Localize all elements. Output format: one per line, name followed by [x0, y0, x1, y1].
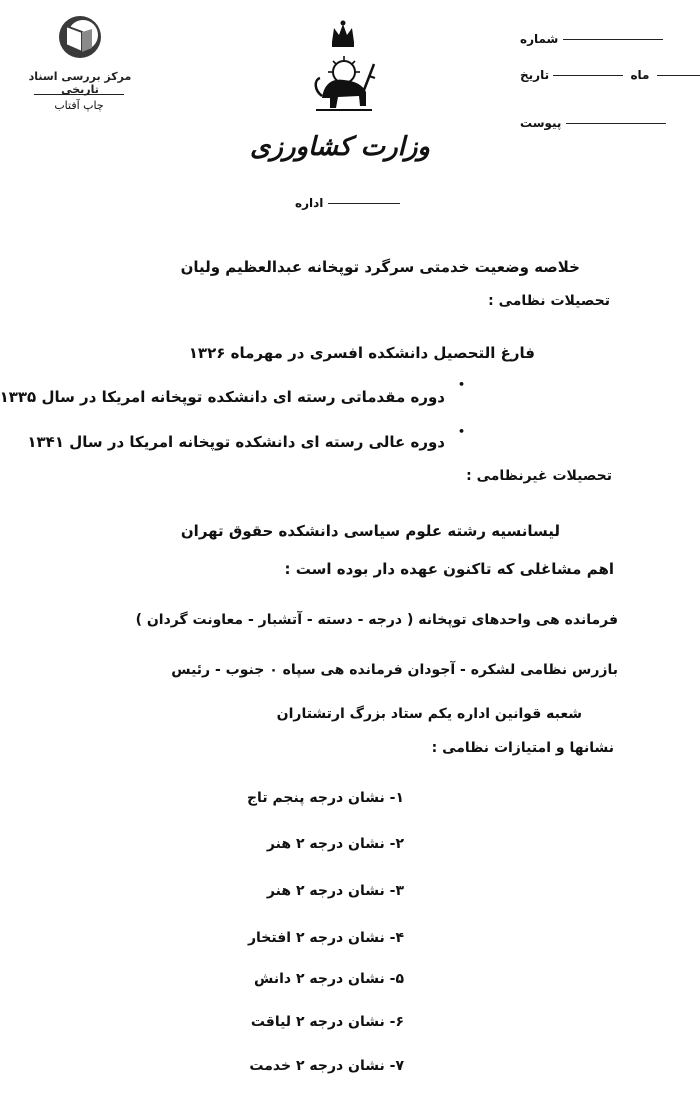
date-month-line — [553, 75, 623, 76]
medal-item: ۲- نشان درجه ۲ هنر — [266, 836, 404, 852]
lion-and-sun-emblem-icon — [308, 20, 378, 115]
graduation-line: فارغ التحصیل دانشکده افسری در مهرماه ۱۳۲۶ — [188, 344, 535, 362]
printer-label: چاپ آفتاب — [34, 94, 124, 112]
bullet-dot-icon: • — [458, 378, 466, 391]
bullet-dot-icon: • — [458, 425, 466, 438]
post-line: بازرس نظامی لشکره - آجودان فرمانده هی سپاه ۰ جنوب - رئیس — [171, 662, 618, 678]
attachment-field — [520, 116, 670, 130]
department-field — [295, 196, 404, 210]
military-education-heading: تحصیلات نظامی : — [488, 293, 610, 309]
attachment-label: پیوست — [520, 116, 562, 130]
letter-number-field — [520, 32, 667, 46]
medals-heading: نشانها و امتیازات نظامی : — [431, 740, 614, 756]
nonmilitary-education-heading: تحصیلات غیرنظامی : — [466, 468, 612, 484]
medal-item: ۱- نشان درجه پنجم تاج — [246, 790, 404, 806]
letter-date-field — [520, 68, 700, 82]
letter-number-label: شماره — [520, 32, 559, 46]
archive-center-name: مرکز بررسی اسناد تاریخی — [28, 70, 132, 96]
date-month-label: ماه — [630, 68, 650, 82]
ministry-title: وزارت کشاورزی — [250, 132, 430, 162]
medal-item: ۳- نشان درجه ۲ هنر — [266, 883, 404, 899]
department-label: اداره — [295, 196, 324, 210]
department-line — [328, 203, 400, 204]
posts-heading: اهم مشاغلی که تاکنون عهده دار بوده است : — [284, 560, 614, 578]
course-item: دوره عالی رسته ای دانشکده توپخانه امریکا در سال ۱۳۴۱ — [27, 433, 445, 451]
archive-center-logo — [10, 12, 150, 122]
medal-item: ۴- نشان درجه ۲ افتخار — [247, 930, 404, 946]
medal-item: ۶- نشان درجه ۲ لیاقت — [250, 1014, 404, 1030]
post-line: شعبه قوانین اداره یکم ستاد بزرگ ارتشتاران — [276, 706, 582, 722]
date-day-line — [657, 75, 700, 76]
post-line: فرمانده هی واحدهای توپخانه ( درجه - دسته - آتشبار - معاونت گردان ) — [135, 612, 618, 628]
date-label: تاریخ — [520, 68, 550, 82]
bachelor-degree-line: لیسانسیه رشته علوم سیاسی دانشکده حقوق تهران — [180, 522, 560, 540]
letter-number-line — [563, 39, 663, 40]
attachment-line — [566, 123, 666, 124]
medal-item: ۷- نشان درجه ۲ خدمت — [249, 1058, 404, 1074]
archive-logo-icon — [52, 12, 108, 62]
course-item: دوره مقدماتی رسته ای دانشکده توپخانه امریکا در سال ۱۳۳۵ — [0, 388, 445, 406]
medal-item: ۵- نشان درجه ۲ دانش — [254, 971, 404, 987]
document-title: خلاصه وضعیت خدمتی سرگرد توپخانه عبدالعظیم ولیان — [180, 258, 580, 276]
